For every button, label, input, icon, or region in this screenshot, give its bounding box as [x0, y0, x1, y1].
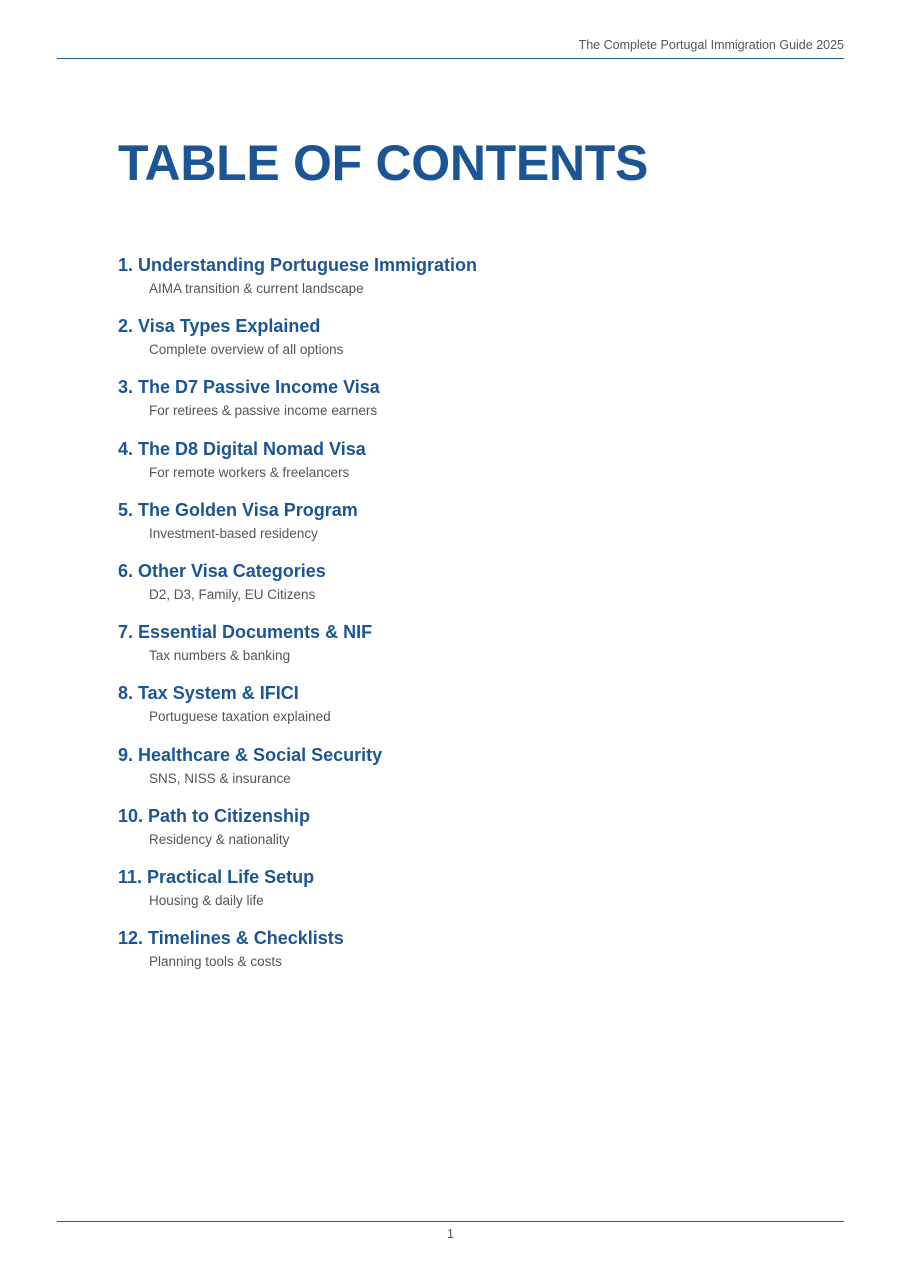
toc-entry-subtitle: Portuguese taxation explained	[149, 709, 331, 725]
toc-entry-title[interactable]: 11. Practical Life Setup	[118, 866, 315, 887]
toc-entry-subtitle: AIMA transition & current landscape	[149, 281, 364, 296]
toc-entry-title[interactable]: 3. The D7 Passive Income Visa	[118, 377, 380, 398]
toc-entry-subtitle: SNS, NISS & insurance	[149, 770, 291, 786]
toc-entry[interactable]	[118, 560, 477, 621]
page-number: 1	[447, 1227, 454, 1241]
toc-entry[interactable]	[118, 805, 477, 866]
toc-entry-title[interactable]: 5. The Golden Visa Program	[118, 499, 358, 520]
toc-entry[interactable]	[118, 376, 477, 437]
toc-entry[interactable]	[118, 254, 477, 315]
toc-entry[interactable]	[118, 744, 477, 805]
toc-entry-subtitle: Planning tools & costs	[149, 954, 282, 970]
toc-entry[interactable]	[118, 682, 477, 743]
toc-entry-title[interactable]: 8. Tax System & IFICI	[118, 683, 299, 704]
toc-entry-subtitle: Housing & daily life	[149, 892, 264, 908]
toc-entry[interactable]	[118, 438, 477, 499]
running-title: The Complete Portugal Immigration Guide 2025	[578, 38, 844, 52]
toc-entry-subtitle: Complete overview of all options	[149, 342, 344, 358]
toc-entry-title[interactable]: 7. Essential Documents & NIF	[118, 622, 373, 643]
toc-list	[118, 254, 477, 988]
toc-entry-title[interactable]: 2. Visa Types Explained	[118, 316, 321, 337]
page-header	[57, 0, 844, 59]
toc-entry[interactable]	[118, 499, 477, 560]
page-footer	[57, 1221, 844, 1241]
toc-entry-title[interactable]: 4. The D8 Digital Nomad Visa	[118, 438, 366, 459]
toc-entry-title[interactable]: 12. Timelines & Checklists	[118, 928, 344, 949]
toc-entry-title[interactable]: 1. Understanding Portuguese Immigration	[118, 255, 478, 275]
toc-entry-title[interactable]: 9. Healthcare & Social Security	[118, 744, 383, 765]
toc-entry-subtitle: Investment-based residency	[149, 525, 318, 541]
toc-entry-subtitle: Residency & nationality	[149, 831, 290, 847]
toc-entry-subtitle: D2, D3, Family, EU Citizens	[149, 586, 316, 602]
page-title: TABLE OF CONTENTS	[118, 135, 649, 191]
toc-entry-title[interactable]: 6. Other Visa Categories	[118, 560, 326, 581]
toc-entry-subtitle: For remote workers & freelancers	[149, 464, 350, 480]
toc-entry[interactable]	[118, 315, 477, 376]
toc-entry[interactable]	[118, 927, 477, 988]
toc-entry[interactable]	[118, 621, 477, 682]
toc-entry-subtitle: Tax numbers & banking	[149, 648, 291, 664]
toc-entry-title[interactable]: 10. Path to Citizenship	[118, 805, 311, 826]
toc-entry[interactable]	[118, 866, 477, 927]
toc-entry-subtitle: For retirees & passive income earners	[149, 403, 378, 419]
